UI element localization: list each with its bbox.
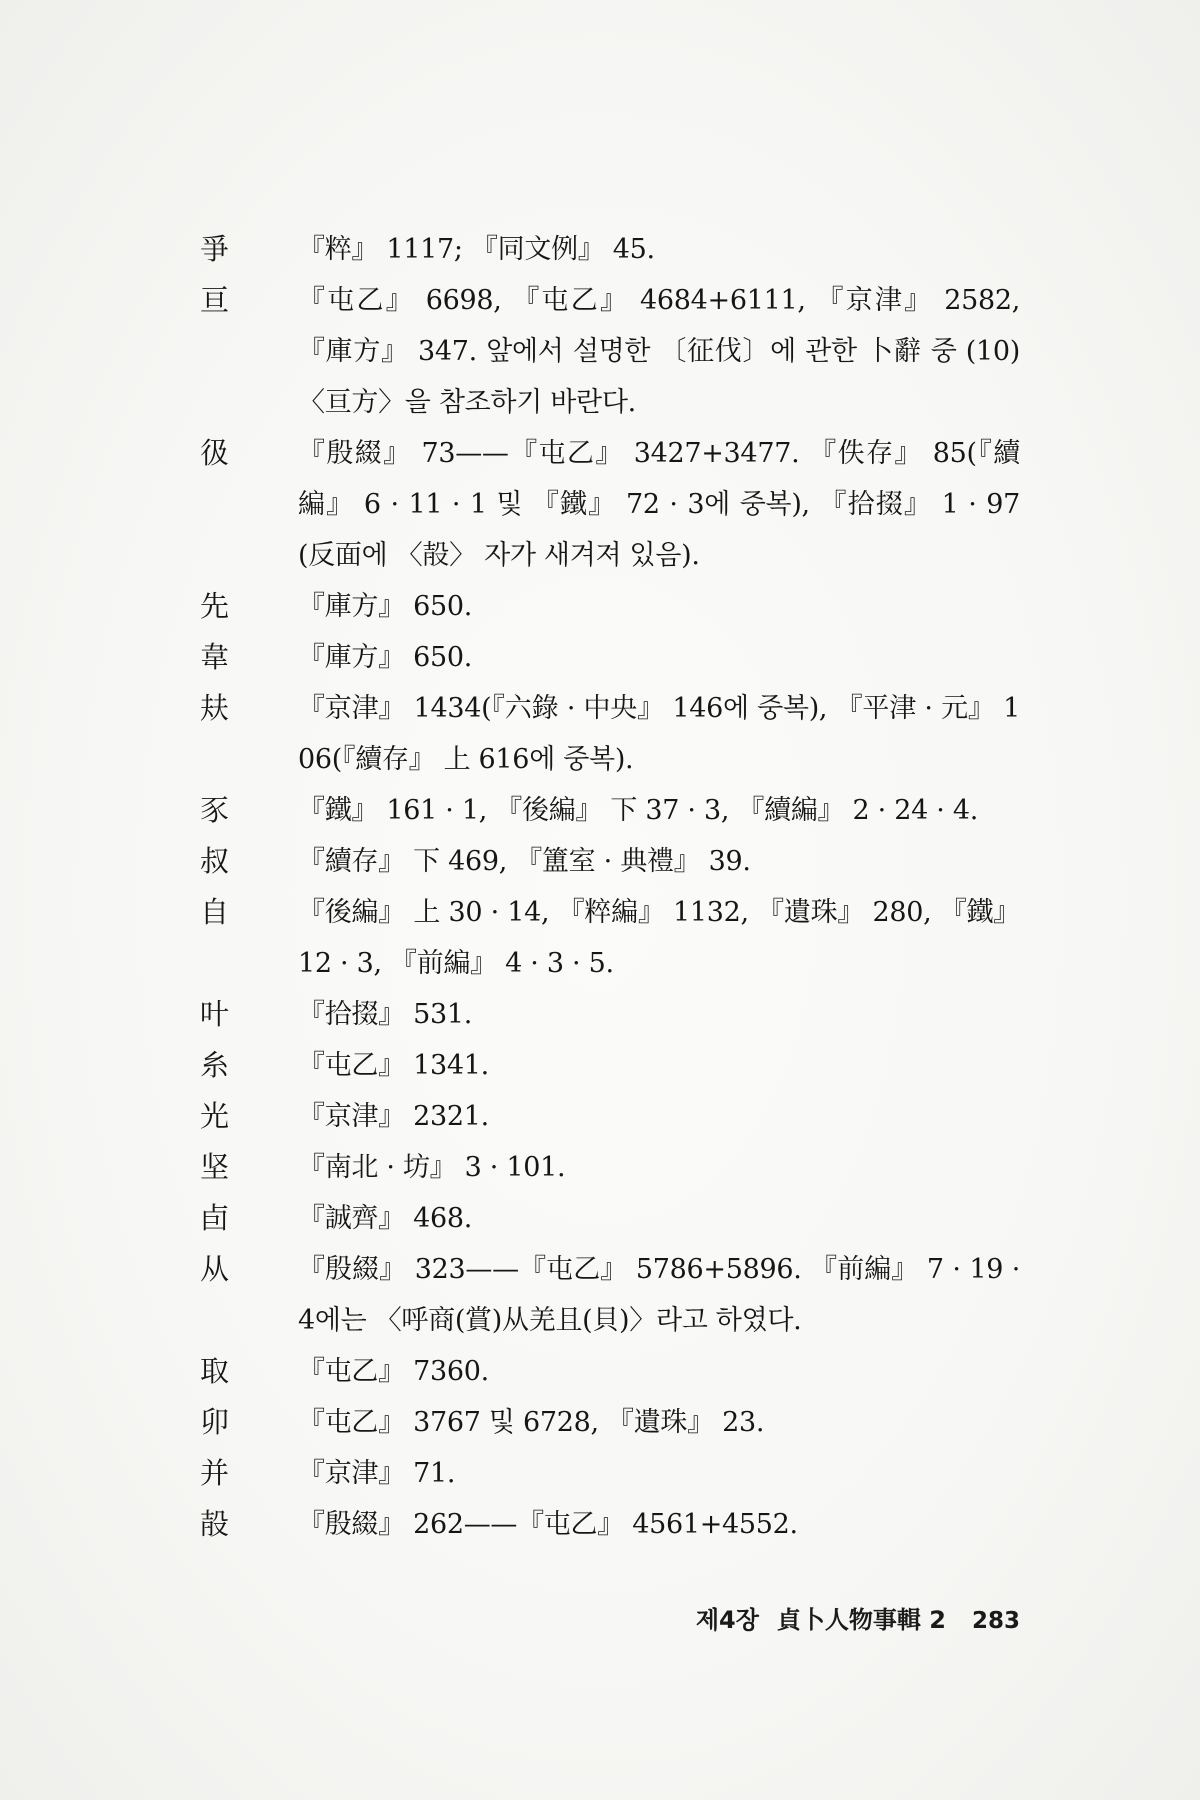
entry [200, 1346, 1020, 1397]
entry [200, 785, 1020, 836]
entry [200, 887, 1020, 989]
entry-head: 先 [200, 589, 230, 623]
entry-text: 『粹』 1117; 『同文例』 45. [298, 234, 655, 265]
entry-head: 彶 [200, 436, 230, 470]
entry-text: 『庫方』 650. [298, 591, 472, 622]
entry [200, 224, 1020, 275]
entry-text: 『京津』 2321. [298, 1101, 489, 1132]
entry-head: 豕 [200, 793, 230, 827]
entry [200, 683, 1020, 785]
entry [200, 1499, 1020, 1550]
entry-text: 『南北 · 坊』 3 · 101. [298, 1152, 566, 1183]
entry-head: 取 [200, 1354, 230, 1388]
entry [200, 581, 1020, 632]
entry [200, 632, 1020, 683]
entry-head: 并 [200, 1456, 230, 1490]
entry-text: 『京津』 71. [298, 1458, 456, 1489]
chapter-label: 제4장 [695, 1606, 759, 1634]
entry-text: 『殷綴』 262——『屯乙』 4561+4552. [298, 1509, 798, 1540]
entry-head: 坚 [200, 1150, 230, 1184]
entry-head: 从 [200, 1252, 230, 1286]
entry-text: 『殷綴』 73——『屯乙』 3427+3477. 『佚存』 85(『續編』 6 · 11 · 1 및 『鐵』 72 · 3에 중복), 『拾掇』 1 · 97(反面에 〈㱿〉 자가 새겨져 있음). [298, 438, 1020, 571]
entry [200, 989, 1020, 1040]
entry-head: 糸 [200, 1048, 230, 1082]
entry-text: 『屯乙』 7360. [298, 1356, 489, 1387]
entry-head: 卣 [200, 1201, 230, 1235]
entry-head: 㱿 [200, 1507, 230, 1541]
entry-head: 叔 [200, 844, 230, 878]
entry-head: 自 [200, 895, 230, 929]
entry-text: 『鐵』 161 · 1, 『後編』 下 37 · 3, 『續編』 2 · 24 · 4. [298, 795, 978, 826]
entry [200, 836, 1020, 887]
entry-head: 㚘 [200, 691, 230, 725]
entry-head: 卯 [200, 1405, 230, 1439]
entry-text: 『屯乙』 1341. [298, 1050, 489, 1081]
entry-list [200, 224, 1020, 1550]
entry-text: 『庫方』 650. [298, 642, 472, 673]
entry-head: 光 [200, 1099, 230, 1133]
entry [200, 1448, 1020, 1499]
entry-text: 『拾掇』 531. [298, 999, 472, 1030]
entry-head: 亘 [200, 283, 230, 317]
entry-head: 韋 [200, 640, 230, 674]
entry-text: 『誠齊』 468. [298, 1203, 472, 1234]
entry-text: 『屯乙』 3767 및 6728, 『遺珠』 23. [298, 1407, 765, 1438]
running-footer [696, 1600, 1020, 1635]
entry [200, 1142, 1020, 1193]
entry [200, 428, 1020, 581]
entry [200, 1397, 1020, 1448]
entry [200, 275, 1020, 428]
page-number: 283 [971, 1608, 1020, 1634]
entry-text: 『屯乙』 6698, 『屯乙』 4684+6111, 『京津』 2582, 『庫方』 347. 앞에서 설명한 〔征伐〕에 관한 卜辭 중 (10) 〈亘方〉을 참조하기 바란다. [298, 285, 1020, 418]
entry-text: 『續存』 下 469, 『簠室 · 典禮』 39. [298, 846, 751, 877]
entry-head: 爭 [200, 232, 230, 266]
entry [200, 1040, 1020, 1091]
entry-head: 叶 [200, 997, 230, 1031]
entry [200, 1244, 1020, 1346]
entry-text: 『後編』 上 30 · 14, 『粹編』 1132, 『遺珠』 280, 『鐵』 12 · 3, 『前編』 4 · 3 · 5. [298, 897, 1020, 979]
entry-text: 『殷綴』 323——『屯乙』 5786+5896. 『前編』 7 · 19 · 4에는 〈呼商(賞)从羌且(貝)〉라고 하였다. [298, 1254, 1020, 1336]
entry [200, 1091, 1020, 1142]
entry-text: 『京津』 1434(『六錄 · 中央』 146에 중복), 『平津 · 元』 106(『續存』 上 616에 중복). [298, 693, 1020, 775]
entry [200, 1193, 1020, 1244]
chapter-title: 貞卜人物事輯 2 [776, 1606, 946, 1634]
